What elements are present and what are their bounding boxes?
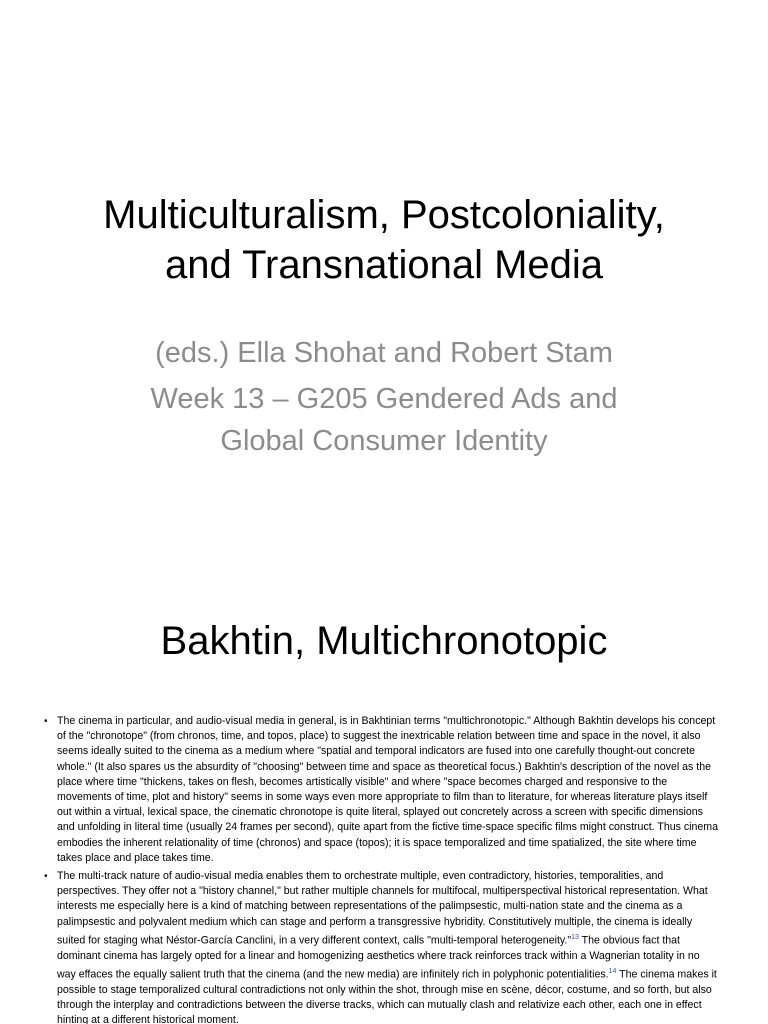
bullet-text: The cinema in particular, and audio-visual media in general, is in Bakhtinian terms "multichronotopic." Although Bakhtin develops his concept of the "chronotope" (from chronos, time, and topos, place) to suggest the inextricable relation between time and space in the novel, it also seems ideally suited to the cinema as a medium where "spatial and temporal indicators are fused into one carefully thought-out concrete whole." (It also spares us the absurdity of "choosing" between time and space as theoretical focus.) Bakhtin's description of the novel as the place where time "thickens, takes on flesh, becomes artistically visible" and where "space becomes charged and responsive to the movements of time, plot and history" seems in some ways even more appropriate to film than to literature, for whereas literature plays itself out within a virtual, lexical space, the cinematic chronotope is quite literal, splayed out concretely across a screen with specific dimensions and unfolding in literal time (usually 24 frames per second), quite apart from the fictive time-space specific films might construct. Thus cinema embodies the inherent relationality of time (chronos) and space (topos); it is space temporalized and time spatialized, the site where time takes place and place takes time.	[57, 715, 719, 864]
slide-subtitle	[80, 332, 688, 466]
footnote-link[interactable]: 13	[571, 933, 579, 941]
content-slide	[0, 576, 768, 1024]
bullet-dot-icon: •	[44, 871, 48, 883]
title-line-2: and Transnational Media	[164, 243, 604, 287]
slide-heading: Bakhtin, Multichronotopic	[160, 619, 608, 663]
slide-title	[40, 190, 728, 290]
footnote-link[interactable]: 14	[608, 967, 617, 975]
bullet-text-part1: The multi-track nature of audio-visual media enables them to orchestrate multiple, even contradictory, histories, temporalities, and perspectives. They offer not a "history channel," but rather multiple channels for multifocal, multiperspectival historical representation. What interests me especially here is a kind of matching between representations of the palimpsestic, multi-nation state and the cinema as a palimpsestic and polyvalent medium which can stage and perform a transgressive hybridity. Constitutively multiple, the cinema is ideally suited for staging what Néstor-García Canclini, in a very different context, calls "multi-temporal heterogeneity."	[57, 870, 708, 947]
subtitle-week	[80, 378, 688, 462]
bullet-text-part3: The cinema makes it possible to stage temporalized cultural contradictions not only within the shot, through mise en scène, décor, costume, and so forth, but also through the interplay and contradictions between the diverse tracks, which can mutually clash and relativize each other, each one in effect hinting at a different historical moment.	[57, 968, 717, 1024]
subtitle-editors: (eds.) Ella Shohat and Robert Stam	[155, 337, 613, 369]
bullet-list	[40, 714, 720, 1024]
subtitle-week-line2: Global Consumer Identity	[220, 425, 548, 457]
bullet-dot-icon: •	[44, 716, 48, 727]
bullet-item	[40, 869, 720, 1024]
title-line-1: Multiculturalism, Postcoloniality,	[103, 193, 665, 237]
bullet-text-part2: The obvious fact that dominant cinema has largely opted for a linear and homogenizing aesthetics where track reinforces track within a Wagnerian totality in no way effaces the equally salient truth that the cinema (and the new media) are infinitely rich in polyphonic potentialities.	[57, 934, 700, 981]
bullet-item	[40, 714, 720, 866]
subtitle-week-line1: Week 13 – G205 Gendered Ads and	[150, 383, 618, 415]
